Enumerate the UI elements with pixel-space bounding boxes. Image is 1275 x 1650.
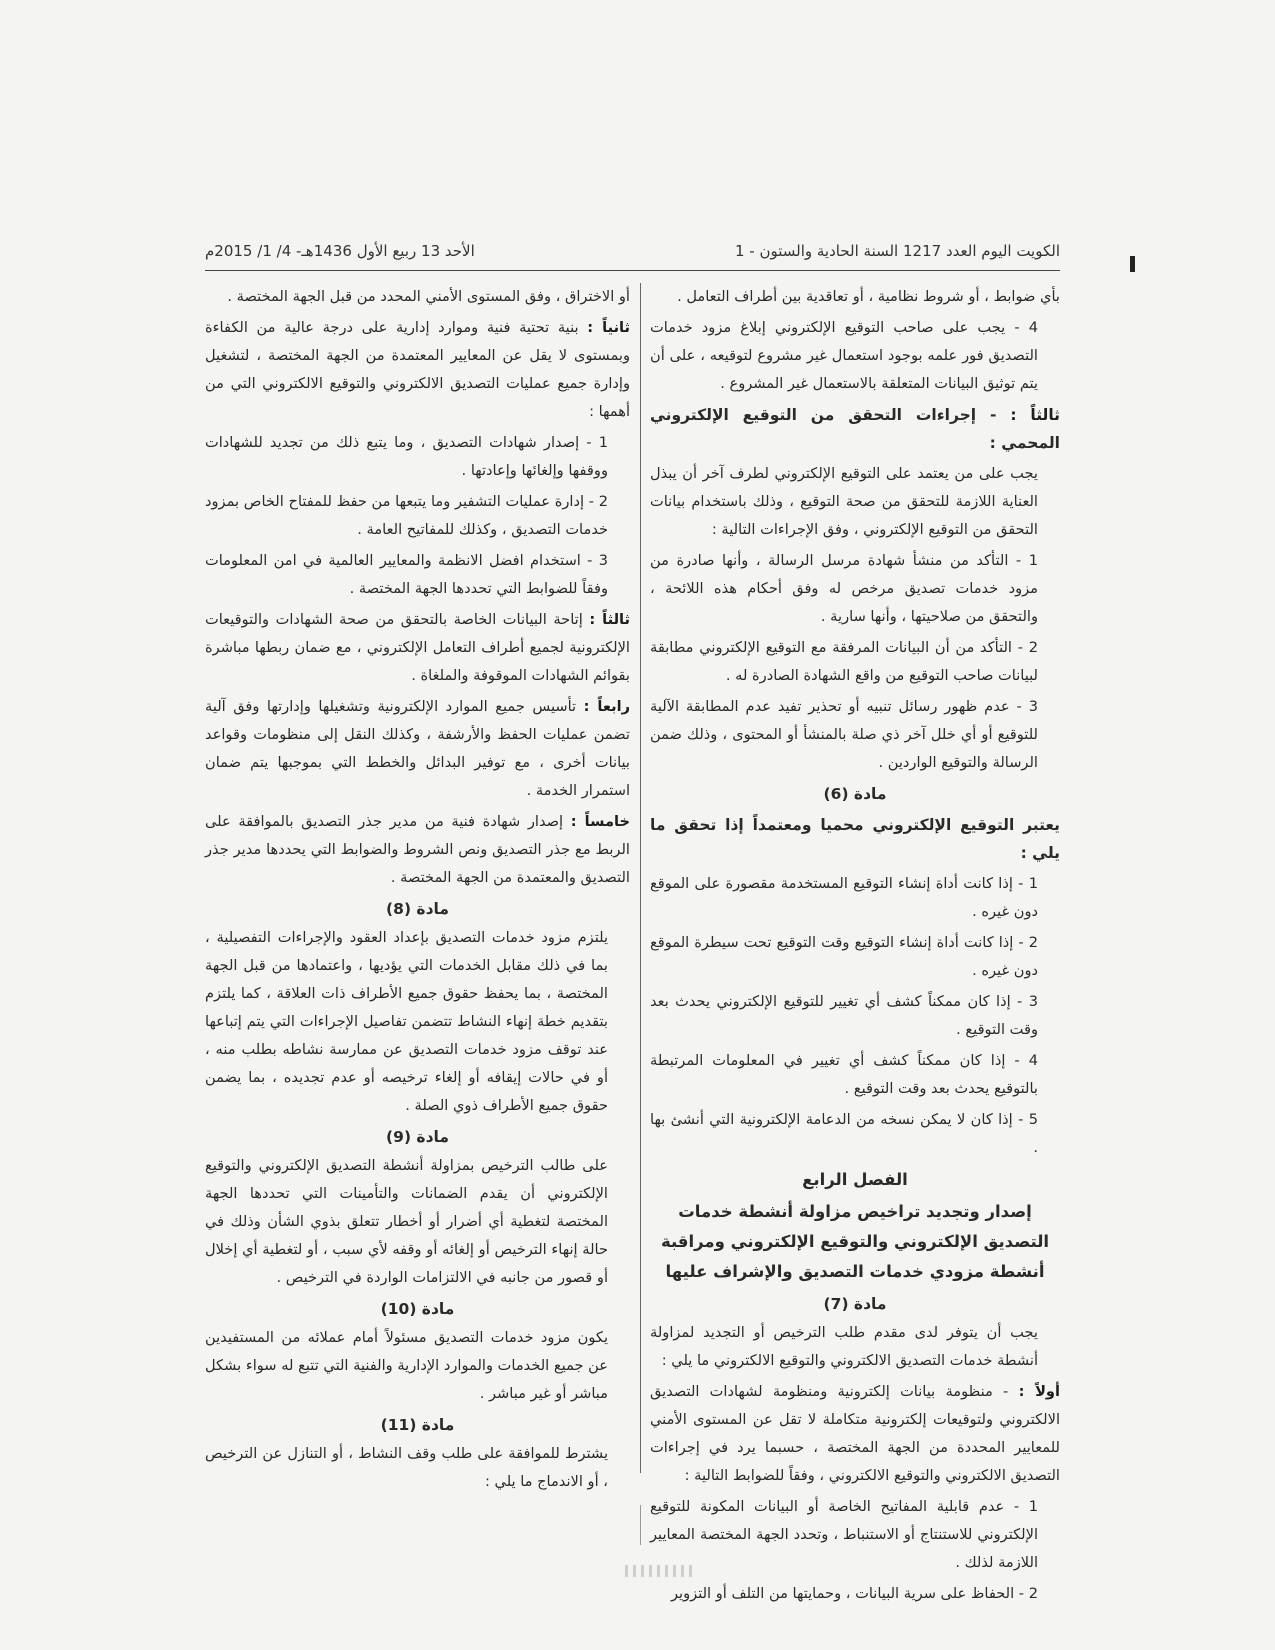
section-heading [650, 401, 1060, 457]
list-item: 1 - التأكد من منشأ شهادة مرسل الرسالة ، وأنها صادرة من مزود خدمات تصديق مرخص له وفق أحكام هذه اللائحة ، والتحقق من صلاحيتها ، وأنها سارية . [650, 552, 1038, 625]
clause-text: إتاحة البيانات الخاصة بالتحقق من صحة الشهادات والتوقيعات الإلكترونية لجميع أطراف التعامل الإلكتروني ، مع ضمان ربطها مباشرة بقوائم الشهادات الموقوفة والملغاة . [205, 611, 630, 684]
paragraph: يجب أن يتوفر لدى مقدم طلب الترخيص أو التجديد لمزاولة أنشطة خدمات التصديق الالكتروني والتوقيع الالكتروني ما يلي : [650, 1324, 1038, 1369]
right-column [650, 283, 1061, 1602]
paragraph [205, 314, 630, 426]
paragraph [205, 693, 630, 805]
article-6-title: مادة (6) [823, 785, 887, 803]
list-item: 4 - إذا كان ممكناً كشف أي تغيير في المعلومات المرتبطة بالتوقيع يحدث بعد وقت التوقيع . [650, 1052, 1038, 1097]
list-item: 1 - إصدار شهادات التصديق ، وما يتبع ذلك من تجديد للشهادات ووقفها وإلغائها وإعادتها . [205, 434, 608, 479]
clause-label: خامساً : [570, 813, 631, 830]
paragraph: يجب على من يعتمد على التوقيع الإلكتروني لطرف آخر أن يبذل العناية اللازمة للتحقق من صحة التوقيع ، وذلك باستخدام بيانات التحقق من التوقيع الإلكتروني ، وفق الإجراءات التالية : [650, 465, 1038, 538]
clause-text: إصدار شهادة فنية من مدير جذر التصديق بالموافقة على الربط مع جذر التصديق ونص الشروط والضوابط التي يحددها مدير جذر التصديق والمعتمدة من الجهة المختصة . [205, 813, 630, 886]
clause-text: - منظومة بيانات إلكترونية ومنظومة لشهادات التصديق الالكتروني ولتوقيعات إلكترونية متكاملة لا تقل عن المستوى الأمني للمعايير المحددة من الجهة المختصة ، حسبما يرد في إجراءات التصديق الالكتروني والتوقيع الالكتروني ، وفقاً للضوابط التالية : [650, 1383, 1060, 1484]
article-11-title: مادة (11) [380, 1416, 455, 1434]
list-item: 5 - إذا كان لا يمكن نسخه من الدعامة الإلكترونية التي أنشئ بها . [650, 1111, 1038, 1156]
left-column [205, 283, 630, 1583]
clause-label: ثانياً : [587, 319, 631, 336]
paragraph: أو الاختراق ، وفق المستوى الأمني المحدد من قبل الجهة المختصة . [227, 288, 630, 305]
running-header [205, 242, 1060, 264]
list-item: 1 - عدم قابلية المفاتيح الخاصة أو البيانات المكونة للتوقيع الإلكتروني للاستنتاج أو الاستنباط ، وتحدد الجهة المختصة المعايير اللازمة لذلك . [650, 1498, 1038, 1571]
header-issue-info: الكويت اليوم العدد 1217 السنة الحادية والستون - 1 [734, 242, 1060, 260]
article-9-title: مادة (9) [386, 1128, 449, 1146]
paragraph [650, 1378, 1060, 1490]
article-8-title: مادة (8) [386, 900, 449, 918]
paragraph: بأي ضوابط ، أو شروط نظامية ، أو تعاقدية بين أطراف التعامل . [677, 288, 1060, 305]
column-divider-lower [640, 1505, 641, 1545]
scan-artifact [625, 1565, 695, 1577]
list-item: 2 - التأكد من أن البيانات المرفقة مع التوقيع الإلكتروني مطابقة لبيانات صاحب التوقيع من واقع الشهادة الصادرة له . [650, 639, 1038, 684]
article-7-title: مادة (7) [823, 1295, 887, 1313]
list-item: 3 - عدم ظهور رسائل تنبيه أو تحذير تفيد عدم المطابقة الآلية للتوقيع أو أي خلل آخر ذي صلة بالمنشأ أو المحتوى ، وذلك ضمن الرسالة والتوقيع الواردين . [650, 698, 1038, 771]
list-item: 2 - إدارة عمليات التشفير وما يتبعها من حفظ للمفتاح الخاص بمزود خدمات التصديق ، وكذلك للمفاتيح العامة . [205, 493, 608, 538]
paragraph: يشترط للموافقة على طلب وقف النشاط ، أو التنازل عن الترخيص ، أو الاندماج ما يلي : [205, 1445, 608, 1490]
chapter-title: إصدار وتجديد تراخيص مزاولة أنشطة خدمات التصديق الإلكتروني والتوقيع الإلكتروني ومراقبة أنشطة مزودي خدمات التصديق والإشراف عليها [660, 1202, 1050, 1281]
clause-text: بنية تحتية فنية وموارد إدارية على درجة عالية من الكفاءة وبمستوى لا يقل عن المعايير المعتمدة من الجهة المختصة ، لتشغيل وإدارة جميع عمليات التصديق الالكتروني والتوقيع الالكتروني التي من أهمها : [205, 319, 630, 420]
paragraph [205, 606, 630, 690]
chapter-label: الفصل الرابع [802, 1170, 908, 1189]
paragraph: على طالب الترخيص بمزاولة أنشطة التصديق الإلكتروني والتوقيع الإلكتروني أن يقدم الضمانات والتأمينات التي تحددها الجهة المختصة لتغطية أي أضرار أو أخطار تتعلق بذوي الشأن وذلك في حالة إنهاء الترخيص أو إلغائه أو وقفه لأي سبب ، أو لتغطية أي إخلال أو قصور من جانبه في الالتزامات الواردة في الترخيص . [205, 1157, 608, 1286]
column-divider [640, 283, 641, 1473]
clause-text: تأسيس جميع الموارد الإلكترونية وتشغيلها وإدارتها وفق آلية تضمن عمليات الحفظ والأرشفة ، وكذلك النقل إلى منظومات وقواعد بيانات أخرى ، مع توفير البدائل والخطط التي بموجبها يتم ضمان استمرار الخدمة . [205, 698, 630, 799]
header-date: الأحد 13 ربيع الأول 1436هـ- 4/ 1/ 2015م [205, 242, 475, 260]
list-item: 1 - إذا كانت أداة إنشاء التوقيع المستخدمة مقصورة على الموقع دون غيره . [650, 875, 1038, 920]
list-item: 2 - الحفاظ على سرية البيانات ، وحمايتها من التلف أو التزوير [670, 1585, 1038, 1602]
clause-label: رابعاً : [583, 698, 630, 715]
list-item: 3 - استخدام افضل الانظمة والمعايير العالمية في امن المعلومات وفقاً للضوابط التي تحددها الجهة المختصة . [205, 552, 608, 597]
list-item: 3 - إذا كان ممكناً كشف أي تغيير للتوقيع الإلكتروني يحدث بعد وقت التوقيع . [650, 993, 1038, 1038]
paragraph [205, 808, 630, 892]
article-10-title: مادة (10) [380, 1300, 455, 1318]
article-6-heading: يعتبر التوقيع الإلكتروني محميا ومعتمداً إذا تحقق ما يلي : [650, 816, 1060, 862]
clause-label: أولاً : [1018, 1383, 1061, 1400]
paragraph: يكون مزود خدمات التصديق مسئولاً أمام عملائه من المستفيدين عن جميع الخدمات والموارد الإدارية والفنية التي تتبع له سواء بشكل مباشر أو غير مباشر . [205, 1329, 608, 1402]
header-rule [205, 270, 1060, 271]
paragraph: 4 - يجب على صاحب التوقيع الإلكتروني إبلاغ مزود خدمات التصديق فور علمه بوجود استعمال غير مشروع لتوقيعه ، على أن يتم توثيق البيانات المتعلقة بالاستعمال غير المشروع . [650, 319, 1038, 392]
page-edge-mark [1130, 256, 1135, 272]
section-label: ثالثاً : [1010, 406, 1060, 424]
clause-label: ثالثاً : [589, 611, 631, 628]
list-item: 2 - إذا كانت أداة إنشاء التوقيع وقت التوقيع تحت سيطرة الموقع دون غيره . [650, 934, 1038, 979]
section-heading-text: - إجراءات التحقق من التوقيع الإلكتروني المحمي : [650, 406, 1060, 452]
paragraph: يلتزم مزود خدمات التصديق بإعداد العقود والإجراءات التفصيلية ، بما في ذلك مقابل الخدمات التي يؤديها ، واعتمادها من قبل الجهة المختصة ، بما يحفظ حقوق جميع الأطراف ذات العلاقة ، كما يلتزم بتقديم خطة إنهاء النشاط تتضمن تفاصيل الإجراءات التي يتم إتباعها عند توقف مزود خدمات التصديق عن ممارسة نشاطه بطلب منه ، أو في حالات إيقافه أو إلغاء ترخيصه أو عدم تجديده ، بما يضمن حقوق جميع الأطراف ذوي الصلة . [205, 929, 608, 1114]
